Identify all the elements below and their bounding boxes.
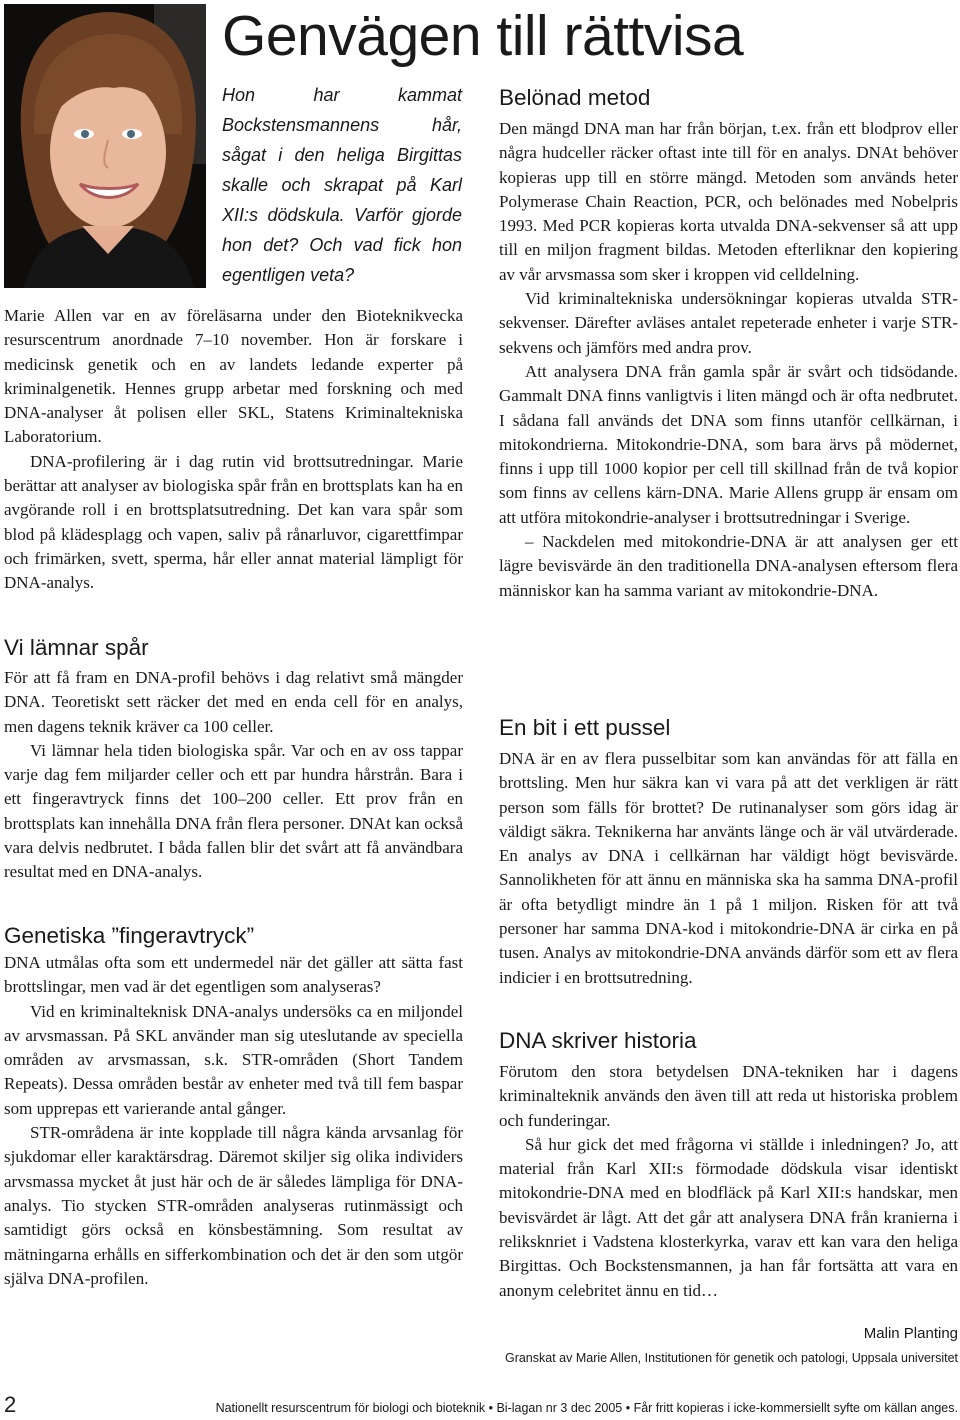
section-heading-pussel: En bit i ett pussel (499, 715, 671, 740)
section-historia (499, 1060, 958, 1303)
section-paragraph: STR-områdena är inte kopplade till några kända arvsanlag för sjukdomar eller karaktärsdrag. Däremot skiljer sig olika individers arvsmassa mycket åt just här och de är således lämpliga för DNA-analys. Tio stycken STR-områden analyseras rutinmässigt och samtidigt görs också en könsbestämning. Som resultat av mätningarna erhålls en sifferkombination och det är den som utgör själva DNA-profilen. (4, 1123, 463, 1288)
section-heading-historia: DNA skriver historia (499, 1028, 697, 1053)
section-heading-belonad-metod: Belönad metod (499, 85, 651, 110)
portrait-photo (4, 4, 206, 288)
section-paragraph: Vid kriminaltekniska undersökningar kopieras utvalda STR-sekvenser. Därefter avläses antalet repeterade enheter i varje STR-sekvens och jämförs med andra prov. (499, 289, 958, 357)
section-paragraph: Så hur gick det med frågorna vi ställde i inledningen? Jo, att material från Karl XII:s förmodade dödskula visar identiskt mitokondrie-DNA med en blodfläck på Karl XII:s handskar, men bevisvärdet är lågt. Att det går att analysera DNA från kranierna i reliksknriet i Vadstena klosterkyrka, varav ett kan vara den heliga Birgittas. Och Bockstensmannen, ja han får fortsätta att vara en anonym celebritet ännu en tid… (499, 1134, 958, 1300)
section-fingeravtryck (4, 951, 463, 1291)
page-footer: Nationellt resurscentrum för biologi och bioteknik • Bi-lagan nr 3 dec 2005 • Får fritt kopieras i icke-kommersiellt syfte om källan anges. (215, 1401, 958, 1415)
intro-section (4, 304, 463, 596)
section-paragraph: – Nackdelen med mitokondrie-DNA är att analysen ger ett lägre bevisvärde än den traditionella DNA-analysen eftersom flera människor kan ha samma variant av mitokondrie-DNA. (499, 532, 958, 600)
section-paragraph: Den mängd DNA man har från början, t.ex. från ett blodprov eller några hudceller räcker oftast inte till för en analys. DNAt behöver kopieras upp till en större mängd. Metoden som används heter Polymerase Chain Reaction, PCR, och belönades med Nobelpris 1993. Med PCR kopieras korta utvalda DNA-sekvenser så att upp till en miljon fragment bildas. Metoden efterliknar den kopiering av vår arvsmassa som sker i kroppen vid celldelning. (499, 119, 958, 284)
section-paragraph: Vid en kriminalteknisk DNA-analys undersöks ca en miljondel av arvsmassan. På SKL använder man sig uteslutande av speciella områden av arvsmassan, s.k. STR-områden (Short Tandem Repeats). Dessa områden består av enheter med två till fem baspar som upprepas ett varierande antal gånger. (4, 1001, 463, 1118)
portrait-illustration (4, 4, 206, 288)
intro-paragraph: Marie Allen var en av föreläsarna under den Bioteknikvecka resurscentrum anordnade 7–10 november. Hon är forskare i medicinsk genetik och en av landets ledande experter på kriminalgenetik. Hennes grupp arbetar med forskning och med DNA-analyser åt polisen eller SKL, Statens Kriminaltekniska Laboratorium. (4, 306, 463, 447)
section-paragraph: Vi lämnar hela tiden biologiska spår. Var och en av oss tappar varje dag fem miljarder celler och ett par hundra hårstrån. Bara i ett fingeravtryck finns det 100–200 celler. Ett prov från en brottsplats kan innehålla DNA från flera personer. DNAt kan också vara delvis nedbrutet. I båda fallen blir det svårt att få användbara resultat med en DNA-analys. (4, 740, 463, 882)
section-heading-spar: Vi lämnar spår (4, 635, 149, 660)
section-paragraph: DNA är en av flera pusselbitar som kan användas för att fälla en brottsling. Men hur säkra kan vi vara på att det verkligen är rätt person som fälls för brottet? De rutinanalyser som görs idag är väldigt säkra. Teknikerna har använts länge och är väl utvärderade. En analys av DNA i cellkärnan har väldigt högt bevisvärde. Sannolikheten för att ännu en människa ska ha samma DNA-profil är ofta betydligt mindre än 1 på 1 miljon. Risken för att två personer har samma DNA-kod i mitokondrie-DNA är cirka en på tusen. Analys av mitokondrie-DNA används därför som ett av flera indicier i en brottsutredning. (499, 749, 958, 987)
article-title: Genvägen till rättvisa (222, 4, 744, 68)
section-paragraph: Förutom den stora betydelsen DNA-tekniken har i dagens kriminalteknik används den även till att reda ut historiska problem och funderingar. (499, 1062, 958, 1130)
reviewer-credit: Granskat av Marie Allen, Institutionen för genetik och patologi, Uppsala universitet (504, 1351, 958, 1365)
author-byline: Malin Planting (863, 1325, 958, 1342)
intro-paragraph: DNA-profilering är i dag rutin vid brottsutredningar. Marie berättar att analyser av biologiska spår från en brottsplats kan ha en avgörande roll i en brottsplatsutredning. Det kan vara spår som blod på klädesplagg och vapen, saliv på rånarluvor, cigarettfimpar och frimärken, svett, sperma, hår eller annat material lämpligt för DNA-analys. (4, 451, 463, 593)
section-paragraph: DNA utmålas ofta som ett undermedel när det gäller att sätta fast brottslingar, men vad är det egentligen som analyseras? (4, 953, 463, 997)
article-lead: Hon har kammat Bockstensmannens hår, sågat i den heliga Birgittas skalle och skrapat på Karl XII:s dödskula. Varför gjorde hon det? Och vad fick hon egentligen veta? (222, 85, 462, 285)
section-paragraph: För att få fram en DNA-profil behövs i dag relativt små mängder DNA. Teoretiskt sett räcker det med en enda cell för en analys, men dagens teknik kräver ca 100 celler. (4, 668, 463, 736)
section-belonad-metod (499, 117, 958, 603)
section-heading-fingeravtryck: Genetiska ”fingeravtryck” (4, 923, 255, 948)
section-paragraph: Att analysera DNA från gamla spår är svårt och tidsödande. Gammalt DNA finns vanligtvis i liten mängd och är ofta nedbrutet. I sådana fall används det DNA som finns utanför cellkärnan, i mitokondrierna. Mitokondrie-DNA, som bara ärvs på mödernet, finns i upp till 1000 kopior per cell till skillnad från de två kopior som finns av cellens kärn-DNA. Marie Allens grupp är ensam om att utföra mitokondrie-analyser i brottsutredningar i Sverige. (499, 361, 958, 527)
section-spar (4, 666, 463, 885)
section-pussel (499, 747, 958, 990)
page-number: 2 (4, 1392, 17, 1417)
